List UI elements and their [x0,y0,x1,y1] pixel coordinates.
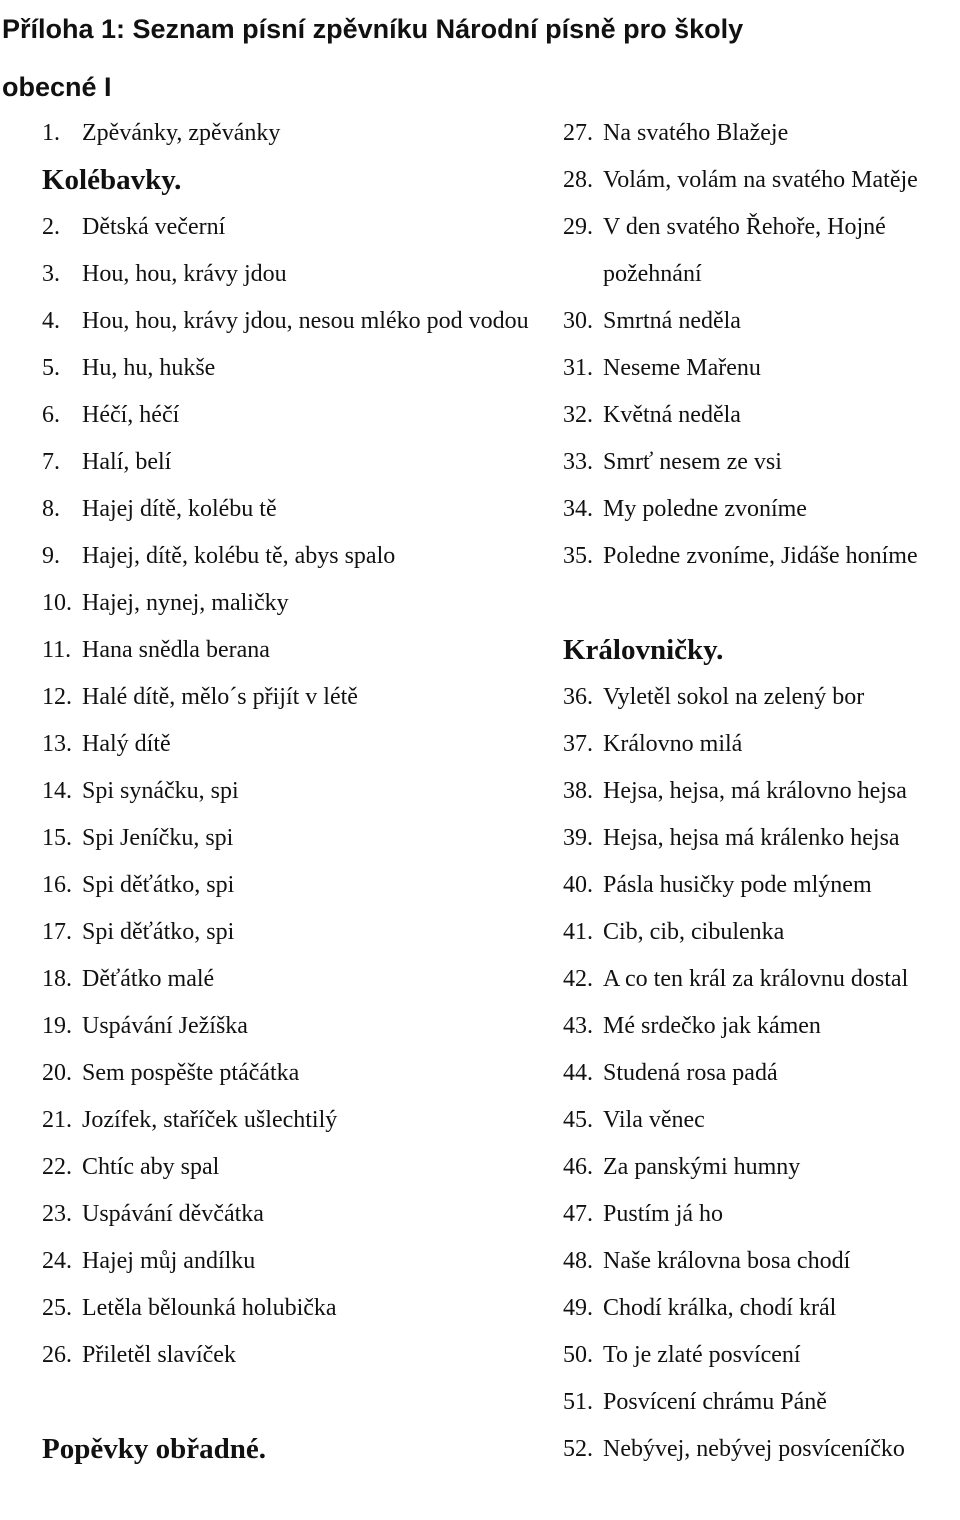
song-title: Studená rosa padá [603,1060,778,1086]
list-item [42,1238,542,1285]
item-number: 21. [42,1107,72,1133]
list-item [42,1050,542,1097]
item-number: 2. [42,214,60,240]
song-title: Na svatého Blažeje [603,120,789,146]
list-item [563,674,960,721]
item-number: 9. [42,543,60,569]
song-title: Héčí, héčí [82,402,180,428]
list-item [563,1238,960,1285]
list-item [563,298,960,345]
song-title: To je zlaté posvícení [603,1342,801,1368]
song-title: Spi děťátko, spi [82,919,235,945]
item-number: 13. [42,731,72,757]
list-item [42,956,542,1003]
item-number: 22. [42,1154,72,1180]
item-number: 29. [563,214,593,240]
song-title: Posvícení chrámu Páně [603,1389,827,1415]
list-item [563,392,960,439]
item-number: 31. [563,355,593,381]
page-title [2,0,942,116]
item-number: 38. [563,778,593,804]
song-title: Nebývej, nebývej posvíceníčko [603,1436,905,1462]
song-title: Halý dítě [82,731,171,757]
song-title: Poledne zvoníme, Jidáše honíme [603,543,918,569]
list-item [42,580,542,627]
item-number: 44. [563,1060,593,1086]
list-item [563,157,960,204]
list-item [42,1003,542,1050]
right-column [563,110,960,1473]
item-number: 18. [42,966,72,992]
song-title: Cib, cib, cibulenka [603,919,785,945]
list-item [42,768,542,815]
item-number: 4. [42,308,60,334]
list-item [563,345,960,392]
list-item [42,1097,542,1144]
list-item [42,110,542,157]
item-number: 36. [563,684,593,710]
song-title: Naše královna bosa chodí [603,1248,851,1274]
song-title: Uspávání Ježíška [82,1013,248,1039]
list-item [563,1379,960,1426]
song-title: Přiletěl slavíček [82,1342,236,1368]
song-title: Halí, belí [82,449,172,475]
item-number: 3. [42,261,60,287]
song-title: Jozífek, staříček ušlechtilý [82,1107,338,1133]
song-title: Hejsa, hejsa má králenko hejsa [603,825,900,851]
list-item [42,1285,542,1332]
list-item [42,909,542,956]
list-item [563,956,960,1003]
item-number: 32. [563,402,593,428]
song-title: Hejsa, hejsa, má královno hejsa [603,778,907,804]
song-title: A co ten král za královnu dostal [603,966,909,992]
list-item [42,1332,542,1379]
item-number: 11. [42,637,72,663]
title-line-1: Příloha 1: Seznam písní zpěvníku Národní písně pro školy [2,14,744,44]
list-item [42,392,542,439]
item-number: 35. [563,543,593,569]
list-item [563,439,960,486]
list-item [42,204,542,251]
song-title: Hu, hu, hukše [82,355,216,381]
song-title: Spi Jeníčku, spi [82,825,234,851]
list-item [563,486,960,533]
item-number: 10. [42,590,72,616]
item-number: 45. [563,1107,593,1133]
item-number: 50. [563,1342,593,1368]
song-title: Pásla husičky pode mlýnem [603,872,872,898]
song-title: Letěla bělounká holubička [82,1295,337,1321]
song-title: Hajej, nynej, maličky [82,590,289,616]
section-heading-popevky: Popěvky obřadné. [42,1433,266,1465]
list-item [42,533,542,580]
spacer [42,1379,542,1426]
item-number: 26. [42,1342,72,1368]
song-title: Spi děťátko, spi [82,872,235,898]
item-number: 48. [563,1248,593,1274]
list-item [563,1097,960,1144]
list-item [563,721,960,768]
list-item [563,533,960,580]
song-title: Hajej dítě, kolébu tě [82,496,277,522]
item-number: 19. [42,1013,72,1039]
song-title: Květná neděla [603,402,741,428]
song-title: Zpěvánky, zpěvánky [82,120,281,146]
song-title: Mé srdečko jak kámen [603,1013,821,1039]
list-item [42,862,542,909]
item-number: 1. [42,120,60,146]
song-title: Chodí králka, chodí král [603,1295,837,1321]
list-item [42,1144,542,1191]
song-title: Pustím já ho [603,1201,724,1227]
song-title: Hajej, dítě, kolébu tě, abys spalo [82,543,396,569]
title-line-2: obecné I [2,72,112,102]
song-title: Hajej můj andílku [82,1248,256,1274]
list-item [42,815,542,862]
song-title: Hou, hou, krávy jdou [82,261,287,287]
spacer [563,580,960,627]
item-number: 17. [42,919,72,945]
list-item [563,1426,960,1473]
song-title: Sem pospěšte ptáčátka [82,1060,300,1086]
section-heading-kolebavky: Kolébavky. [42,164,182,196]
song-title: Neseme Mařenu [603,355,761,381]
item-number: 27. [563,120,593,146]
item-number: 15. [42,825,72,851]
list-item [42,486,542,533]
item-number: 23. [42,1201,72,1227]
item-number: 20. [42,1060,72,1086]
song-title: Smrť nesem ze vsi [603,449,782,475]
list-item [563,1003,960,1050]
song-title: Vyletěl sokol na zelený bor [603,684,865,710]
list-item [42,345,542,392]
song-title: Halé dítě, mělo´s přijít v létě [82,684,358,710]
list-item [563,110,960,157]
song-title: Chtíc aby spal [82,1154,220,1180]
item-number: 47. [563,1201,593,1227]
item-number: 41. [563,919,593,945]
list-item [42,439,542,486]
item-number: 46. [563,1154,593,1180]
item-number: 14. [42,778,72,804]
song-title: Hou, hou, krávy jdou, nesou mléko pod vodou [82,308,529,334]
list-item [42,721,542,768]
list-item [42,674,542,721]
list-item [563,1285,960,1332]
song-list-right-b [563,674,960,1473]
song-title: Dětská večerní [82,214,226,240]
item-number: 30. [563,308,593,334]
list-item [42,251,542,298]
list-item [563,815,960,862]
song-title: V den svatého Řehoře, Hojné požehnání [603,214,886,287]
song-title: Za panskými humny [603,1154,801,1180]
item-number: 25. [42,1295,72,1321]
list-item [42,1191,542,1238]
list-item [563,204,960,298]
list-item [563,1191,960,1238]
item-number: 33. [563,449,593,475]
item-number: 51. [563,1389,593,1415]
song-title: Smrtná neděla [603,308,741,334]
item-number: 6. [42,402,60,428]
item-number: 12. [42,684,72,710]
list-item [563,1144,960,1191]
song-title: Vila věnec [603,1107,705,1133]
list-item [563,1050,960,1097]
song-list-left [42,204,542,1379]
song-title: Královno milá [603,731,743,757]
item-number: 39. [563,825,593,851]
item-number: 24. [42,1248,72,1274]
list-item [42,627,542,674]
list-item [563,909,960,956]
item-number: 34. [563,496,593,522]
song-list-right-a [563,110,960,580]
list-item [563,1332,960,1379]
item-number: 42. [563,966,593,992]
item-number: 28. [563,167,593,193]
item-number: 16. [42,872,72,898]
song-title: Uspávání děvčátka [82,1201,264,1227]
list-item [42,298,542,345]
item-number: 7. [42,449,60,475]
song-title: Hana snědla berana [82,637,270,663]
song-title: Spi synáčku, spi [82,778,239,804]
item-number: 40. [563,872,593,898]
list-item [563,768,960,815]
song-title: My poledne zvoníme [603,496,807,522]
list-item [563,862,960,909]
song-title: Děťátko malé [82,966,215,992]
item-number: 43. [563,1013,593,1039]
left-column [42,110,542,1473]
song-title: Volám, volám na svatého Matěje [603,167,918,193]
item-number: 5. [42,355,60,381]
item-number: 37. [563,731,593,757]
section-heading-kralovnicky: Královničky. [563,634,724,666]
item-number: 8. [42,496,60,522]
item-number: 52. [563,1436,593,1462]
item-number: 49. [563,1295,593,1321]
